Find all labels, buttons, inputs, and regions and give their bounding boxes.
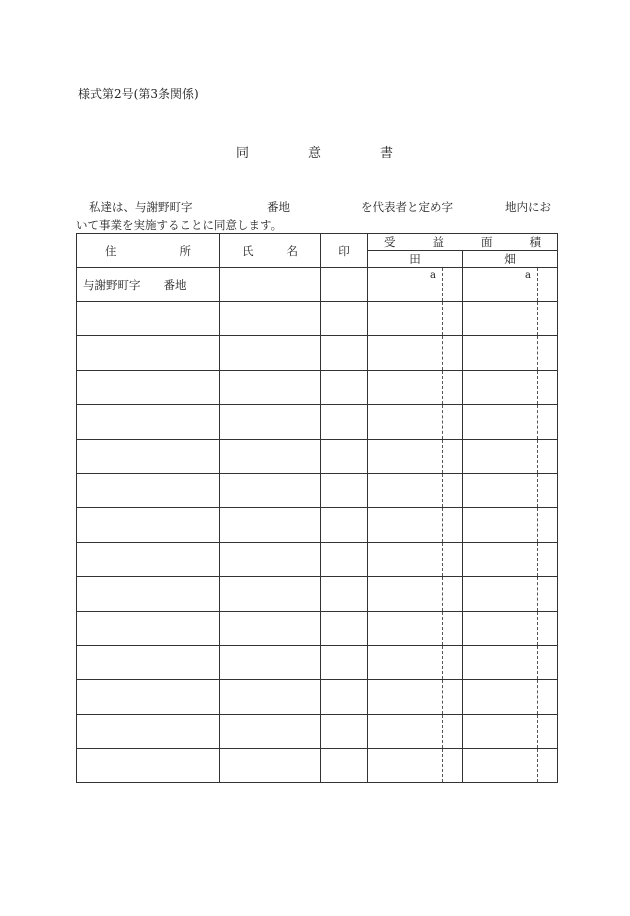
name-cell xyxy=(220,611,321,645)
seal-cell xyxy=(321,508,368,542)
field-area-cell xyxy=(463,370,558,404)
table-row xyxy=(77,439,558,473)
consent-text-part3: を代表者と定め字 xyxy=(361,200,453,214)
decimal-divider xyxy=(442,715,443,748)
document-title xyxy=(236,142,249,161)
decimal-divider xyxy=(537,440,538,473)
table-row xyxy=(77,714,558,748)
decimal-divider xyxy=(537,577,538,610)
address-cell xyxy=(77,439,220,473)
table-row xyxy=(77,611,558,645)
address-cell xyxy=(77,508,220,542)
table-row xyxy=(77,302,558,336)
seal-cell xyxy=(321,714,368,748)
decimal-divider xyxy=(442,371,443,404)
document-title xyxy=(308,142,321,161)
field-area-cell xyxy=(463,645,558,679)
field-area-cell xyxy=(463,302,558,336)
header-address-char: 所 xyxy=(179,243,191,258)
decimal-divider xyxy=(442,543,443,576)
paddy-area-cell xyxy=(368,680,463,714)
paddy-area-cell xyxy=(368,577,463,611)
seal-cell xyxy=(321,370,368,404)
seal-cell xyxy=(321,473,368,507)
field-area-cell xyxy=(463,268,558,302)
header-name-char: 名 xyxy=(286,243,298,258)
decimal-divider xyxy=(537,680,538,713)
table-row xyxy=(77,336,558,370)
decimal-divider xyxy=(537,268,538,301)
field-area-cell xyxy=(463,473,558,507)
table-row xyxy=(77,473,558,507)
address-cell xyxy=(77,473,220,507)
header-name-char: 氏 xyxy=(242,243,254,258)
address-cell xyxy=(77,405,220,439)
table-row xyxy=(77,268,558,302)
unit-label: a xyxy=(430,270,436,281)
field-area-cell xyxy=(463,680,558,714)
address-cell xyxy=(77,714,220,748)
name-cell xyxy=(220,336,321,370)
name-cell xyxy=(220,645,321,679)
paddy-area-cell xyxy=(368,473,463,507)
decimal-divider xyxy=(442,577,443,610)
address-cell xyxy=(77,302,220,336)
table-row xyxy=(77,577,558,611)
name-cell xyxy=(220,473,321,507)
paddy-area-cell xyxy=(368,645,463,679)
seal-cell xyxy=(321,268,368,302)
field-area-cell xyxy=(463,577,558,611)
decimal-divider xyxy=(442,680,443,713)
seal-cell xyxy=(321,645,368,679)
header-area-char: 面 xyxy=(481,235,493,249)
header-area-char: 受 xyxy=(384,235,396,249)
table-row xyxy=(77,508,558,542)
form-number: 様式第2号(第3条関係) xyxy=(78,87,199,101)
decimal-divider xyxy=(537,508,538,541)
decimal-divider xyxy=(537,612,538,645)
paddy-area-cell xyxy=(368,439,463,473)
paddy-area-cell xyxy=(368,542,463,576)
header-address xyxy=(77,234,220,268)
paddy-area-cell xyxy=(368,336,463,370)
decimal-divider xyxy=(442,440,443,473)
paddy-area-cell xyxy=(368,370,463,404)
name-cell xyxy=(220,439,321,473)
paddy-area-cell xyxy=(368,405,463,439)
decimal-divider xyxy=(442,302,443,335)
unit-label: a xyxy=(525,270,531,281)
field-area-cell xyxy=(463,508,558,542)
seal-cell xyxy=(321,680,368,714)
decimal-divider xyxy=(442,749,443,782)
paddy-area-cell xyxy=(368,714,463,748)
address-cell xyxy=(77,645,220,679)
seal-cell xyxy=(321,405,368,439)
decimal-divider xyxy=(537,474,538,507)
paddy-area-cell xyxy=(368,508,463,542)
address-cell xyxy=(77,336,220,370)
name-cell xyxy=(220,577,321,611)
table-row xyxy=(77,645,558,679)
name-cell xyxy=(220,714,321,748)
address-cell xyxy=(77,370,220,404)
field-area-cell xyxy=(463,439,558,473)
name-cell xyxy=(220,268,321,302)
address-cell xyxy=(77,542,220,576)
paddy-area-cell xyxy=(368,611,463,645)
title-char: 書 xyxy=(380,146,394,161)
decimal-divider xyxy=(537,405,538,438)
decimal-divider xyxy=(537,715,538,748)
title-char: 意 xyxy=(308,146,322,161)
seal-cell xyxy=(321,336,368,370)
address-cell xyxy=(77,611,220,645)
decimal-divider xyxy=(442,508,443,541)
table-row xyxy=(77,542,558,576)
decimal-divider xyxy=(442,474,443,507)
seal-cell xyxy=(321,542,368,576)
header-beneficial-area xyxy=(368,234,558,251)
name-cell xyxy=(220,405,321,439)
header-seal: 印 xyxy=(321,234,368,268)
address-cell xyxy=(77,680,220,714)
consent-text-part2: 番地 xyxy=(267,200,290,214)
table-row xyxy=(77,749,558,783)
field-area-cell xyxy=(463,542,558,576)
name-cell xyxy=(220,370,321,404)
address-cell xyxy=(77,577,220,611)
decimal-divider xyxy=(537,336,538,369)
paddy-area-cell xyxy=(368,268,463,302)
consent-table xyxy=(76,233,558,783)
seal-cell xyxy=(321,611,368,645)
address-cell: 与謝野町字 番地 xyxy=(77,268,220,302)
seal-cell xyxy=(321,577,368,611)
name-cell xyxy=(220,680,321,714)
table-row xyxy=(77,370,558,404)
field-area-cell xyxy=(463,749,558,783)
seal-cell xyxy=(321,302,368,336)
decimal-divider xyxy=(442,268,443,301)
field-area-cell xyxy=(463,405,558,439)
decimal-divider xyxy=(537,646,538,679)
field-area-cell xyxy=(463,611,558,645)
address-cell xyxy=(77,749,220,783)
table-row xyxy=(77,680,558,714)
decimal-divider xyxy=(442,336,443,369)
header-field: 畑 xyxy=(463,251,558,268)
seal-cell xyxy=(321,439,368,473)
decimal-divider xyxy=(442,405,443,438)
name-cell xyxy=(220,749,321,783)
decimal-divider xyxy=(537,371,538,404)
name-cell xyxy=(220,542,321,576)
title-char: 同 xyxy=(236,146,250,161)
paddy-area-cell xyxy=(368,302,463,336)
header-area-char: 積 xyxy=(529,235,541,249)
consent-text-line2: いて事業を実施することに同意します。 xyxy=(76,218,283,232)
header-name xyxy=(220,234,321,268)
field-area-cell xyxy=(463,714,558,748)
decimal-divider xyxy=(442,646,443,679)
consent-text-part4: 地内にお xyxy=(505,200,551,214)
header-paddy: 田 xyxy=(368,251,463,268)
decimal-divider xyxy=(537,302,538,335)
header-area-char: 益 xyxy=(432,235,444,249)
name-cell xyxy=(220,508,321,542)
paddy-area-cell xyxy=(368,749,463,783)
field-area-cell xyxy=(463,336,558,370)
decimal-divider xyxy=(537,543,538,576)
decimal-divider xyxy=(537,749,538,782)
table-row xyxy=(77,405,558,439)
header-address-char: 住 xyxy=(105,243,117,258)
name-cell xyxy=(220,302,321,336)
document-title xyxy=(380,142,393,161)
seal-cell xyxy=(321,749,368,783)
consent-text-part1: 私達は、与謝野町字 xyxy=(89,200,193,214)
decimal-divider xyxy=(442,612,443,645)
